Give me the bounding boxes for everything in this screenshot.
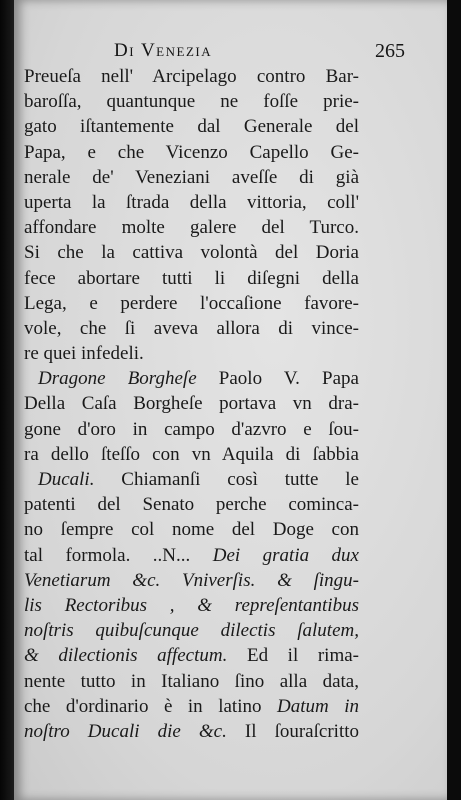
- text-line: [24, 492, 359, 517]
- text-line: [24, 240, 359, 265]
- text-segment: uperta la ſtrada della vittoria, coll': [24, 191, 359, 213]
- text-line: [24, 64, 359, 89]
- text-segment: no ſempre col nome del Doge con: [24, 519, 359, 541]
- text-line: [24, 593, 359, 618]
- text-segment: che d'ordinario è in latino: [24, 695, 277, 717]
- text-line: [24, 215, 359, 240]
- text-segment: tal formola. ..N...: [24, 544, 213, 566]
- text-segment: Lega, e perdere l'occaſione favore-: [24, 292, 359, 314]
- text-line: [24, 89, 359, 114]
- text-line: [24, 366, 359, 391]
- text-segment: Chiamanſi così tutte le: [94, 469, 359, 490]
- text-line: [24, 467, 359, 492]
- text-line: [24, 391, 359, 416]
- text-line: [24, 669, 359, 694]
- text-line: [24, 417, 359, 442]
- text-segment: nente tutto in Italiano ſino alla data,: [24, 670, 359, 692]
- printed-page: [14, 0, 447, 800]
- text-segment: Si che la cattiva volontà del Doria: [24, 242, 359, 264]
- text-line: [24, 643, 359, 668]
- text-line: [24, 341, 359, 366]
- text-segment: vole, che ſi aveva allora di vince-: [24, 317, 359, 339]
- text-line: [24, 517, 359, 542]
- text-segment: Ed il rima-: [227, 645, 359, 667]
- italic-text-segment: noſtro Ducali die &c.: [24, 720, 227, 742]
- text-line: [24, 114, 359, 139]
- italic-text-segment: Dragone Borgheſe: [38, 368, 197, 390]
- text-line: [24, 694, 359, 719]
- italic-text-segment: noſtris quibuſcunque dilectis ſalutem,: [24, 620, 359, 642]
- scan-border: [447, 0, 461, 800]
- text-line: [24, 568, 359, 593]
- text-segment: Paolo V. Papa: [196, 368, 359, 390]
- text-line: [24, 316, 359, 341]
- text-segment: fece abortare tutti li diſegni della: [24, 267, 359, 289]
- italic-text-segment: Dei gratia dux: [212, 544, 359, 566]
- italic-text-segment: & dilectionis affectum.: [24, 645, 228, 667]
- italic-text-segment: Ducali.: [38, 469, 95, 490]
- text-line: [24, 719, 359, 744]
- text-segment: re quei infedeli.: [24, 343, 144, 365]
- body-text: [24, 64, 359, 744]
- text-segment: Il ſouraſcritto: [226, 720, 359, 742]
- text-segment: nerale de' Veneziani aveſſe di già: [24, 166, 359, 188]
- text-line: [24, 618, 359, 643]
- text-segment: Papa, e che Vicenzo Capello Ge-: [24, 141, 359, 163]
- page-header: [14, 40, 447, 66]
- text-line: [24, 190, 359, 215]
- italic-text-segment: Datum in: [276, 695, 359, 717]
- text-segment: affondare molte galere del Turco.: [24, 217, 359, 239]
- text-line: [24, 266, 359, 291]
- book-gutter-shadow: [0, 0, 14, 800]
- text-line: [24, 140, 359, 165]
- text-segment: gato iſtantemente dal Generale del: [24, 116, 359, 138]
- text-segment: ra dello ſteſſo con vn Aquila di ſabbia: [24, 443, 359, 465]
- text-line: [24, 165, 359, 190]
- italic-text-segment: lis Rectoribus , & repreſentantibus: [24, 594, 359, 616]
- text-segment: patenti del Senato perche cominca-: [24, 494, 359, 516]
- text-line: [24, 291, 359, 316]
- text-segment: gone d'oro in campo d'azvro e ſou-: [24, 418, 359, 440]
- text-segment: baroſſa, quantunque ne foſſe prie-: [24, 91, 359, 113]
- running-head: Di Venezia: [114, 40, 213, 61]
- text-line: [24, 543, 359, 568]
- text-segment: Preueſa nell' Arcipelago contro Bar-: [24, 66, 359, 87]
- text-segment: Della Caſa Borgheſe portava vn dra-: [24, 393, 359, 415]
- text-line: [24, 442, 359, 467]
- page-number: 265: [375, 40, 405, 62]
- italic-text-segment: Venetiarum &c. Vniverſis. & ſingu-: [24, 569, 359, 591]
